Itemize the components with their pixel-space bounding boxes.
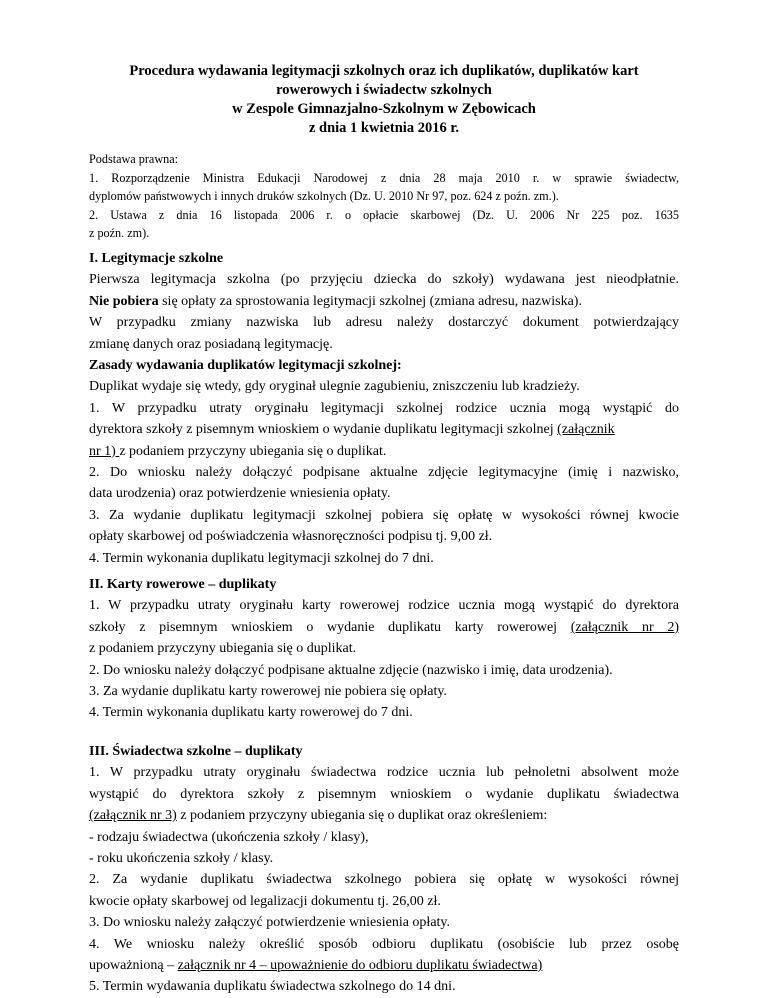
document-title — [90, 62, 678, 138]
paragraph-line — [89, 419, 679, 440]
paragraph-line: 2. Do wniosku należy dołączyć podpisane aktualne zdjęcie legitymacyjne (imię i nazwisko, — [89, 465, 679, 481]
text-span: szkoły z pisemnym wnioskiem o wydanie duplikatu karty rowerowej — [89, 619, 571, 635]
text-span: dyrektora szkoły z pisemnym wnioskiem o wydanie duplikatu legitymacji szkolnej — [89, 422, 558, 438]
attachment-link-1-cont: nr 1) — [89, 443, 120, 459]
attachment-link-1: (załącznik — [557, 422, 615, 438]
paragraph-line — [89, 955, 679, 976]
section-school-id-cards — [89, 248, 679, 569]
paragraph-line: 4. We wniosku należy określić sposób odbioru duplikatu (osobiście lub przez osobę — [89, 936, 679, 952]
paragraph-line: 3. Za wydanie duplikatu legitymacji szkolnej pobiera się opłatę w wysokości równej kwocie — [89, 507, 679, 523]
paragraph-line: 4. Termin wykonania duplikatu legitymacji szkolnej do 7 dni. — [89, 550, 434, 566]
paragraph-line: 3. Do wniosku należy załączyć potwierdzenie wniesienia opłaty. — [89, 915, 451, 931]
paragraph-line: 1. W przypadku utraty oryginału karty rowerowej rodzice ucznia mogą wystąpić do dyrektora — [89, 598, 679, 614]
legal-basis-line: 1. Rozporządzenie Ministra Edukacji Narodowej z dnia 28 maja 2010 r. w sprawie świadectw, — [89, 170, 679, 185]
paragraph-line: kwocie opłaty skarbowej od legalizacji dokumentu tj. 26,00 zł. — [89, 893, 441, 909]
list-item: - roku ukończenia szkoły / klasy. — [89, 851, 274, 867]
paragraph-line: 2. Do wniosku należy dołączyć podpisane aktualne zdjęcie (nazwisko i imię, data urodzenia). — [89, 662, 613, 678]
attachment-link-4: załącznik nr 4 – upoważnienie do odbioru duplikatu świadectwa) — [177, 958, 543, 974]
legal-basis-line: dyplomów państwowych i innych druków szkolnych (Dz. U. 2010 Nr 97, poz. 624 z poźn. zm.). — [89, 189, 559, 204]
text-span: się opłaty za sprostowania legitymacji szkolnej (zmiana adresu, nazwiska). — [158, 293, 582, 309]
attachment-link-3: (załącznik nr 3) — [89, 808, 177, 824]
paragraph-line — [89, 441, 679, 462]
legal-basis-heading: Podstawa prawna: — [89, 152, 179, 166]
paragraph-line — [89, 617, 679, 638]
paragraph-line: 1. W przypadku utraty oryginału legitymacji szkolnej rodzice ucznia mogą wystąpić do — [89, 400, 679, 416]
section-heading: III. Świadectwa szkolne – duplikaty — [89, 744, 303, 759]
list-item: - rodzaju świadectwa (ukończenia szkoły / klasy), — [89, 829, 369, 845]
paragraph-line: z podaniem przyczyny ubiegania się o duplikat. — [89, 641, 357, 657]
text-span: z podaniem przyczyny ubiegania się o duplikat. — [119, 443, 387, 459]
section-heading: I. Legitymacje szkolne — [89, 251, 224, 266]
attachment-link-2: (załącznik nr 2) — [570, 619, 679, 635]
section-certificates — [89, 741, 679, 998]
legal-basis-line: 2. Ustawa z dnia 16 listopada 2006 r. o opłacie skarbowej (Dz. U. 2006 Nr 225 poz. 1635 — [89, 207, 679, 222]
paragraph-line: 3. Za wydanie duplikatu karty rowerowej nie pobiera się opłaty. — [89, 684, 447, 700]
paragraph-line: wystąpić do dyrektora szkoły z pisemnym wnioskiem o wydanie duplikatu świadectwa — [89, 786, 679, 802]
paragraph-line: 2. Za wydanie duplikatu świadectwa szkolnego pobiera się opłatę w wysokości równej — [89, 872, 679, 888]
legal-basis — [89, 150, 679, 243]
paragraph-line: opłaty skarbowej od poświadczenia własnoręczności podpisu tj. 9,00 zł. — [89, 529, 493, 545]
paragraph-line: zmianę danych oraz posiadaną legitymację. — [89, 336, 333, 352]
paragraph-line: 4. Termin wykonania duplikatu karty rowerowej do 7 dni. — [89, 705, 413, 721]
section-heading: II. Karty rowerowe – duplikaty — [89, 577, 277, 592]
subsection-heading: Zasady wydawania duplikatów legitymacji szkolnej: — [89, 358, 402, 374]
paragraph-line: W przypadku zmiany nazwiska lub adresu należy dostarczyć dokument potwierdzający — [89, 315, 679, 331]
title-line-3: w Zespole Gimnazjalno-Szkolnym w Zębowicach — [232, 101, 536, 117]
paragraph-line: 1. W przypadku utraty oryginału świadectwa rodzice ucznia lub pełnoletni absolwent może — [89, 765, 679, 781]
paragraph-line: data urodzenia) oraz potwierdzenie wniesienia opłaty. — [89, 486, 391, 502]
paragraph-line — [89, 805, 679, 826]
section-bike-cards — [89, 574, 679, 724]
bold-phrase: Nie pobiera — [89, 293, 159, 309]
title-line-2: rowerowych i świadectw szkolnych — [276, 82, 492, 98]
paragraph-line: Duplikat wydaje się wtedy, gdy oryginał ulegnie zagubieniu, zniszczeniu lub kradzieży. — [89, 379, 580, 395]
legal-basis-line: z poźn. zm). — [89, 226, 150, 241]
paragraph-line: Pierwsza legitymacja szkolna (po przyjęciu dziecka do szkoły) wydawana jest nieodpłatnie. — [89, 272, 679, 288]
title-line-4: z dnia 1 kwietnia 2016 r. — [308, 120, 460, 136]
paragraph-line — [89, 291, 679, 312]
title-line-1: Procedura wydawania legitymacji szkolnych oraz ich duplikatów, duplikatów kart — [129, 63, 639, 79]
text-span: z podaniem przyczyny ubiegania się o duplikat oraz określeniem: — [176, 808, 548, 824]
text-span: upoważnioną – — [89, 958, 178, 974]
paragraph-line: 5. Termin wydawania duplikatu świadectwa szkolnego do 14 dni. — [89, 979, 456, 995]
